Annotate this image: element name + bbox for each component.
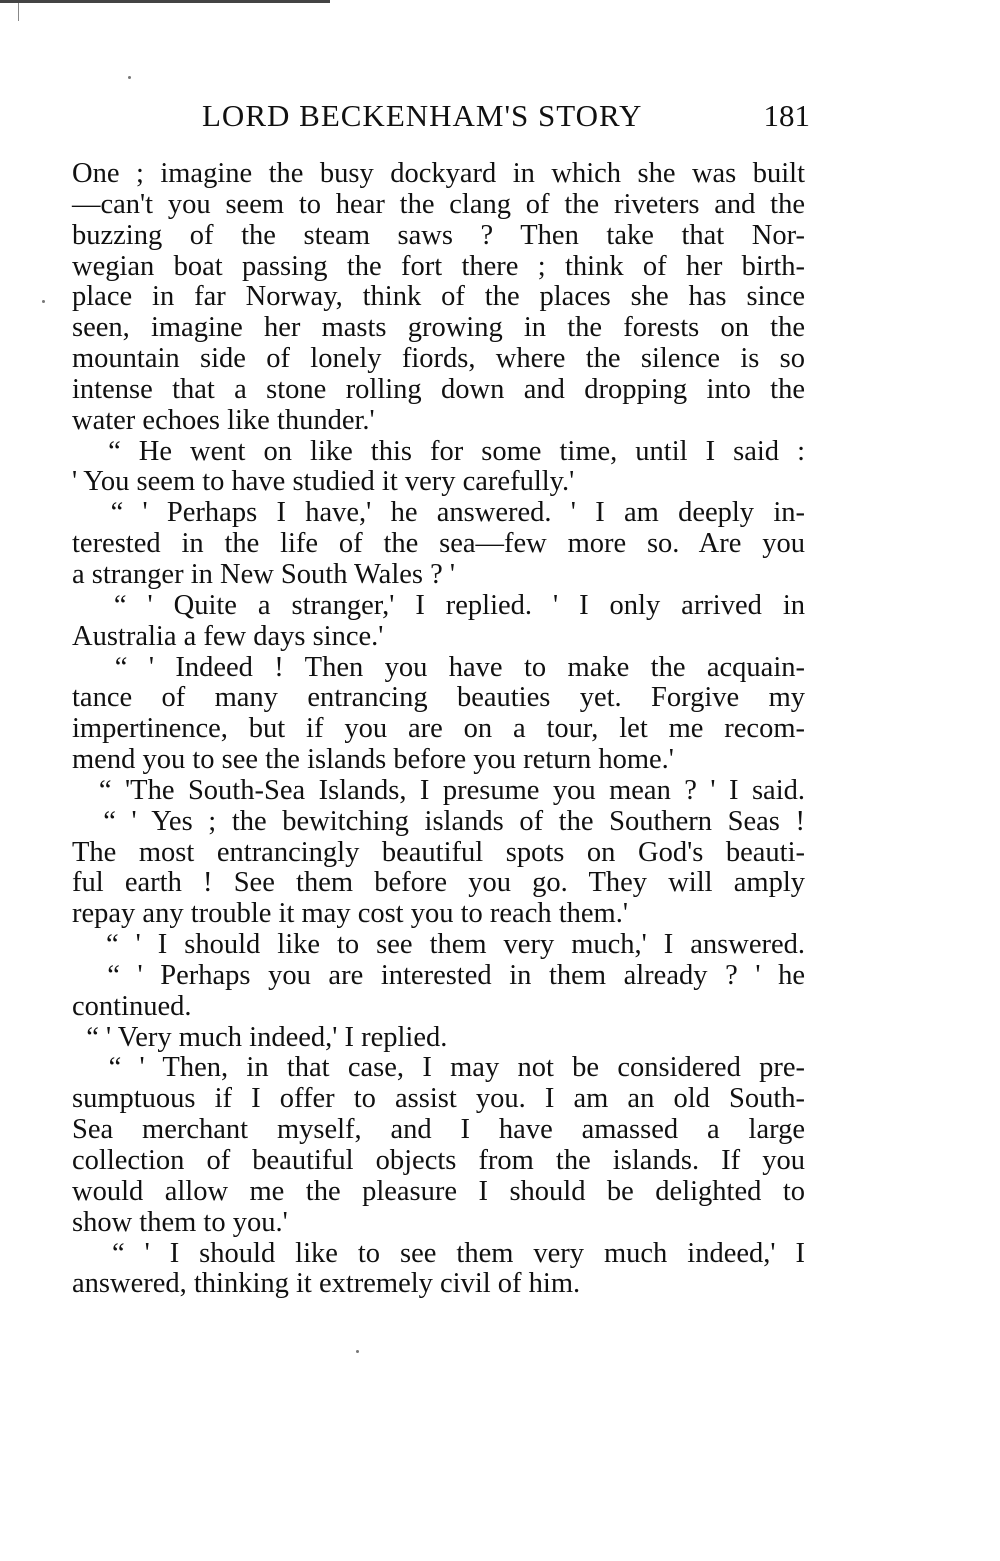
text-line: ' You seem to have studied it very carefully.' [72, 466, 575, 498]
scan-tick-mark [18, 3, 19, 21]
text-line: seen, imagine her masts growing in the forests on the [72, 312, 805, 344]
text-line: answered, thinking it extremely civil of him. [72, 1268, 581, 1300]
print-speck [128, 76, 131, 79]
text-line: would allow me the pleasure I should be delighted to [72, 1175, 805, 1207]
text-line: mend you to see the islands before you return home.' [72, 744, 674, 776]
running-head: LORD BECKENHAM'S STORY [202, 98, 643, 133]
text-line: a stranger in New South Wales ? ' [72, 558, 456, 590]
text-line: buzzing of the steam saws ? Then take that Nor- [72, 219, 805, 251]
text-line: terested in the life of the sea—few more so. Are you [72, 528, 805, 560]
text-line: sumptuous if I offer to assist you. I am an old South- [72, 1083, 805, 1115]
text-line: Australia a few days since.' [72, 620, 384, 652]
text-line: —can't you seem to hear the clang of the riveters and the [72, 188, 805, 220]
text-line: “ ' Quite a stranger,' I replied. ' I only arrived in [72, 589, 805, 621]
text-line: repay any trouble it may cost you to reach them.' [72, 898, 628, 930]
text-line: “ ' Then, in that case, I may not be considered pre- [72, 1052, 805, 1084]
text-line: continued. [72, 990, 192, 1022]
text-line: “ ' I should like to see them very much,' I answered. [72, 929, 805, 961]
text-line: “ ' Perhaps you are interested in them already ? ' he [72, 959, 805, 991]
text-line: “ ' Perhaps I have,' he answered. ' I am deeply in- [72, 497, 805, 529]
print-speck [356, 1350, 359, 1353]
text-line: tance of many entrancing beauties yet. Forgive my [72, 682, 805, 714]
body-text [72, 159, 805, 1300]
text-line: “ He went on like this for some time, until I said : [72, 435, 805, 467]
text-line: “ ' Very much indeed,' I replied. [72, 1021, 448, 1053]
text-line: wegian boat passing the fort there ; think of her birth- [72, 250, 805, 282]
text-line: intense that a stone rolling down and dropping into the [72, 373, 805, 405]
text-line: place in far Norway, think of the places she has since [72, 281, 805, 313]
text-line: ful earth ! See them before you go. They will amply [72, 867, 805, 899]
text-line: The most entrancingly beautiful spots on God's beauti- [72, 836, 805, 868]
text-line: “ ' Indeed ! Then you have to make the acquain- [72, 651, 805, 683]
text-line: “ 'The South-Sea Islands, I presume you mean ? ' I said. [72, 774, 805, 806]
text-line: water echoes like thunder.' [72, 404, 375, 436]
scan-edge-mark [0, 0, 330, 3]
text-line: show them to you.' [72, 1206, 288, 1238]
text-line: collection of beautiful objects from the islands. If you [72, 1145, 805, 1176]
text-line: “ ' Yes ; the bewitching islands of the Southern Seas ! [72, 805, 805, 837]
text-line: impertinence, but if you are on a tour, let me recom- [72, 713, 805, 745]
text-line: mountain side of lonely fiords, where the silence is so [72, 343, 805, 375]
text-line: “ ' I should like to see them very much indeed,' I [72, 1237, 805, 1269]
text-line: Sea merchant myself, and I have amassed a large [72, 1114, 805, 1146]
text-line: One ; imagine the busy dockyard in which she was built [72, 158, 805, 189]
page-header [72, 98, 810, 142]
page-number: 181 [763, 98, 810, 133]
print-speck [42, 300, 45, 303]
